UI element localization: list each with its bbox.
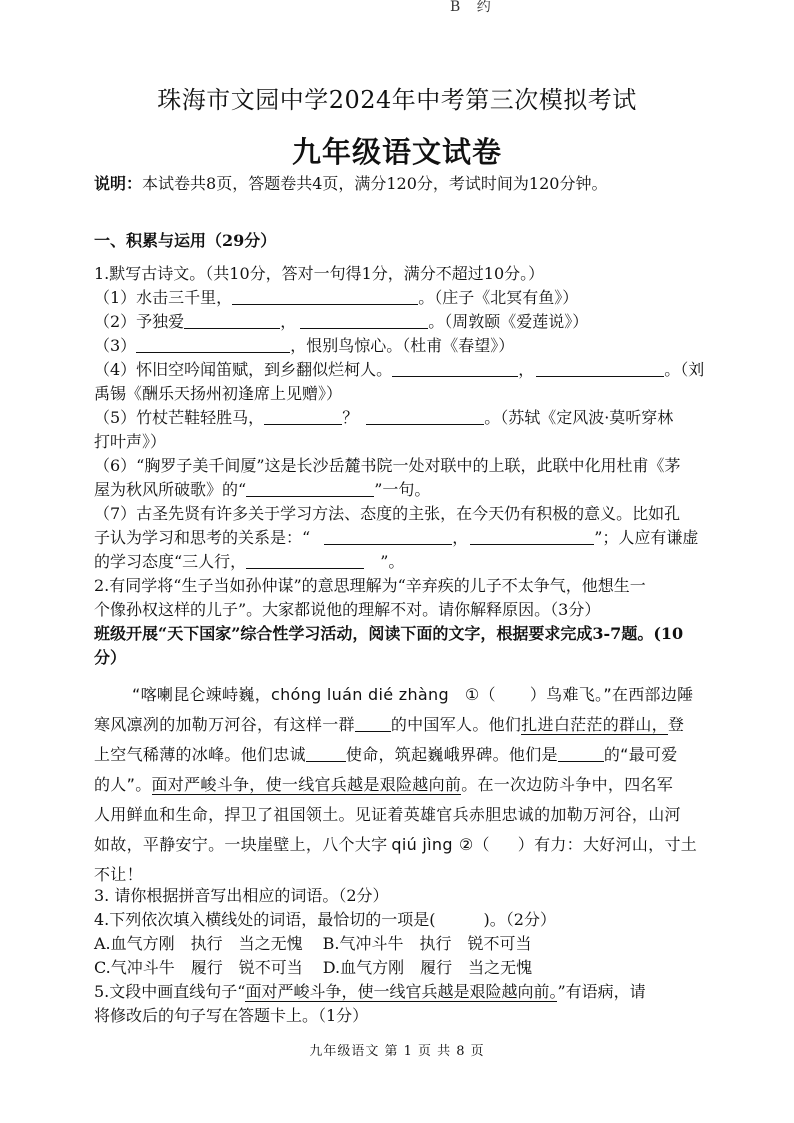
underlined-sentence: 面对严峻斗争，使一线官兵越是艰险越向前	[151, 775, 462, 794]
q1-line-7: （7）古圣先贤有许多关于学习方法、态度的主张，在今天仍有积极的意义。比如孔	[94, 504, 681, 523]
paper-title: 九年级语文试卷	[291, 135, 502, 169]
text-run: ，	[518, 360, 535, 379]
passage-line-7: 不让！	[94, 865, 143, 884]
answer-blank	[136, 336, 290, 353]
q2-line-2: 个像孙权这样的儿子”。大家都说他的理解不对。请你解释原因。（3分）	[94, 600, 601, 619]
text-run: （4）怀旧空吟闻笛赋，到乡翻似烂柯人。	[94, 360, 393, 379]
q4-stem	[94, 908, 744, 932]
answer-blank	[392, 360, 518, 377]
answer-blank	[246, 480, 374, 497]
text-run: 上空气稀薄的冰峰。他们忠诚	[94, 745, 306, 764]
q1-line-1	[94, 286, 744, 310]
q4-options-row-2	[94, 956, 744, 980]
q1-line-6: （6）“胸罗子美千间厦”这是长沙岳麓书院一处对联中的上联，此联中化用杜甫《茅	[94, 456, 681, 475]
q1-line-7-cont	[94, 526, 744, 550]
q1-line-3	[94, 334, 744, 358]
text-run: 。（刘	[664, 360, 705, 379]
text-run: ”有语病，请	[557, 982, 646, 1001]
activity-heading: 班级开展“天下国家”综合性学习活动，阅读下面的文字，根据要求完成3-7题。(10	[94, 624, 684, 643]
school-title: 珠海市文园中学2024年中考第三次模拟考试	[157, 86, 637, 114]
notice-line	[94, 172, 744, 196]
text-run: 子认为学习和思考的关系是：“	[94, 528, 311, 547]
section-title: 一、积累与运用（29分）	[94, 231, 277, 250]
text-run: （3）	[94, 336, 137, 355]
text-run: ，	[280, 312, 297, 331]
q2-line-1: 2.有同学将“生子当如孙仲谋”的意思理解为“辛弃疾的儿子不太争气，他想生一	[94, 576, 646, 595]
text-run: ）鸟难飞。”在西部边陲	[529, 685, 694, 704]
text-run: “喀喇昆仑竦峙巍，	[132, 685, 271, 704]
underlined-text: 扎进白茫茫的群山，	[521, 715, 668, 734]
q1-line-7-end	[94, 550, 744, 574]
text-run: ①（	[464, 685, 496, 704]
pinyin: chóng luán dié zhàng	[271, 685, 449, 704]
pinyin: qiú jìng	[391, 835, 453, 854]
text-run: （1）水击三千里，	[94, 288, 233, 307]
text-run: 。（苏轼《定风波·莫听穿林	[484, 408, 674, 427]
page-footer: 九年级语文 第 1 页 共 8 页	[309, 1044, 485, 1059]
text-run: ）有力：大好河山，寸土	[517, 835, 698, 854]
q1-line-5	[94, 406, 744, 430]
text-run: （5）竹杖芒鞋轻胜马，	[94, 408, 265, 427]
text-run: ，恨别鸟惊心。（杜甫《春望》）	[290, 336, 515, 355]
answer-blank	[558, 745, 604, 762]
notice-label: 说明：	[94, 174, 143, 193]
q5-line-2: 将修改后的句子写在答题卡上。（1分）	[94, 1006, 369, 1025]
passage-line-2	[94, 710, 744, 740]
text-run: 的中国军人。他们	[390, 715, 522, 734]
passage-line-5: 人用鲜血和生命，捍卫了祖国领土。见证着英雄官兵赤胆忠诚的加勒万河谷，山河	[94, 805, 681, 824]
answer-blank	[232, 288, 418, 305]
answer-blank	[470, 528, 594, 545]
notice-text: 本试卷共8页，答题卷共4页，满分120分，考试时间为120分钟。	[142, 174, 608, 193]
option-d: D.血气方刚 履行 当之无愧	[322, 958, 533, 977]
option-c: C.气冲斗牛 履行 锐不可当	[94, 958, 303, 977]
q5-line-1	[94, 980, 744, 1004]
text-run: )。（2分）	[483, 910, 556, 929]
q1-stem: 1.默写古诗文。（共10分，答对一句得1分，满分不超过10分。）	[94, 264, 545, 283]
option-a: A.血气方刚 执行 当之无愧	[94, 934, 303, 953]
text-run: 的“最可爱	[603, 745, 678, 764]
answer-blank	[366, 408, 484, 425]
answer-blank	[324, 528, 452, 545]
text-run: （2）予独爱	[94, 312, 185, 331]
passage-line-1	[94, 680, 744, 710]
passage-line-3	[94, 740, 744, 770]
passage-line-6	[94, 830, 744, 860]
q1-line-2	[94, 310, 744, 334]
activity-heading-cont: 分）	[94, 648, 127, 667]
text-run: 。（周敦颐《爱莲说》）	[428, 312, 589, 331]
text-run: 登	[667, 715, 685, 734]
answer-blank	[184, 312, 280, 329]
text-run: 如故，平静安宁。一块崖壁上，八个大字	[94, 835, 388, 854]
answer-blank	[536, 360, 664, 377]
text-run: ？	[342, 408, 359, 427]
text-run: 5.文段中画直线句子“	[94, 982, 246, 1001]
q1-line-5-cont: 打叶声》）	[94, 432, 167, 451]
text-run: ，	[452, 528, 469, 547]
q3-line: 3. 请你根据拼音写出相应的词语。（2分）	[94, 886, 389, 905]
text-run: ”一句。	[374, 480, 431, 499]
text-run: 。（庄子《北冥有鱼》）	[418, 288, 579, 307]
text-run: 屋为秋风所破歌》的“	[94, 480, 247, 499]
text-run: 使命，筑起巍峨界碑。他们是	[345, 745, 558, 764]
answer-blank	[246, 552, 364, 569]
answer-blank	[300, 312, 428, 329]
text-run: 的人”。	[94, 775, 152, 794]
answer-blank	[264, 408, 342, 425]
answer-blank	[355, 715, 391, 732]
text-run: ”。	[380, 552, 405, 571]
passage-line-4	[94, 770, 744, 800]
scan-mark: B 约	[450, 0, 497, 15]
q1-line-4	[94, 358, 744, 382]
q4-options-row-1	[94, 932, 744, 956]
q1-line-6-cont	[94, 478, 744, 502]
option-b: B.气冲斗牛 执行 锐不可当	[322, 934, 532, 953]
text-run: 寒风凛冽的加勒万河谷，有这样一群	[94, 715, 355, 734]
q1-line-4-cont: 禹锡《酬乐天扬州初逢席上见赠》）	[94, 384, 343, 403]
text-run: ②（	[458, 835, 490, 854]
underlined-sentence: 面对严峻斗争，使一线官兵越是艰险越向前。	[245, 982, 558, 1001]
text-run: 4.下列依次填入横线处的词语，最恰切的一项是(	[94, 910, 436, 929]
answer-blank	[306, 745, 346, 762]
text-run: ”；人应有谦虚	[594, 528, 699, 547]
text-run: 的学习态度“三人行，	[94, 552, 247, 571]
text-run: 。在一次边防斗争中，四名军	[461, 775, 674, 794]
